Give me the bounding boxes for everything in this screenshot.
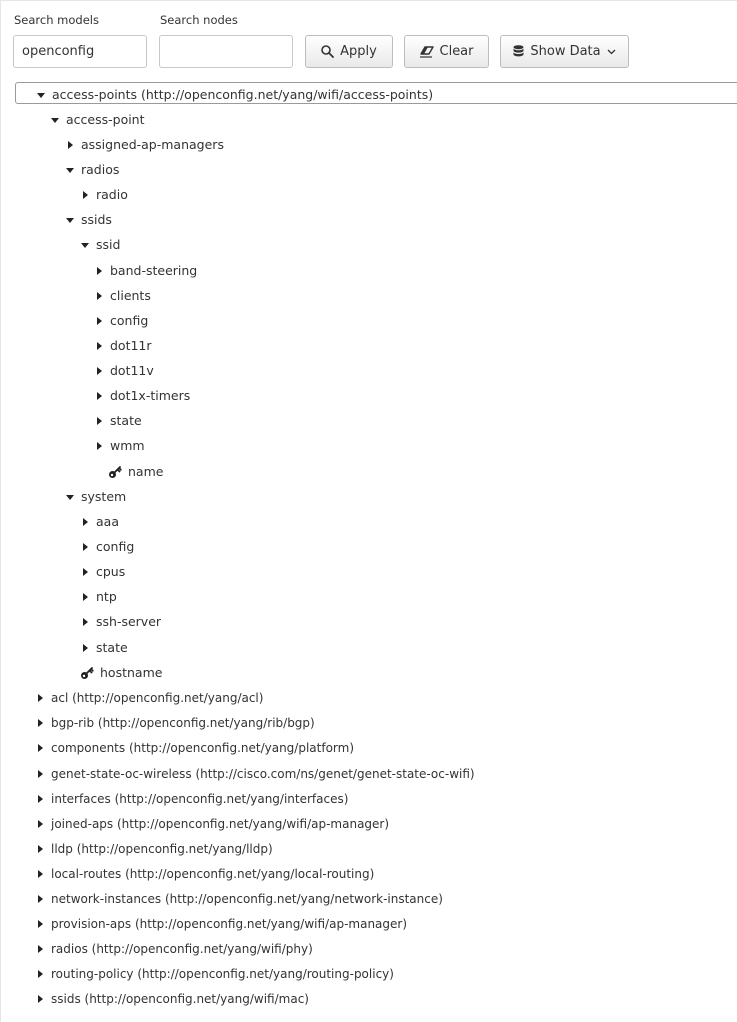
database-icon <box>513 45 524 58</box>
tree-node-label: dot1x-timers <box>110 388 191 403</box>
tree-module-local-routes[interactable] <box>35 864 374 884</box>
tree-module-bgp-rib[interactable] <box>35 713 315 733</box>
tree-node-label: assigned-ap-managers <box>81 137 224 152</box>
collapsed-caret-icon <box>35 994 47 1004</box>
tree-node-label: network-instances (http://openconfig.net/yang/network-instance) <box>51 892 443 906</box>
tree-module-components[interactable] <box>35 738 354 758</box>
expanded-caret-icon <box>50 115 62 125</box>
tree-node-label: ssh-server <box>96 614 162 629</box>
tree-node-config[interactable] <box>94 311 148 331</box>
collapsed-caret-icon <box>94 441 106 451</box>
key-icon <box>108 465 122 479</box>
collapsed-caret-icon <box>35 794 47 804</box>
show-data-dropdown-button[interactable] <box>500 35 629 68</box>
search-icon <box>321 45 334 58</box>
tree-node-label: ssids (http://openconfig.net/yang/wifi/mac) <box>51 992 309 1006</box>
tree-node-assigned-ap-managers[interactable] <box>65 135 224 155</box>
tree-node-state[interactable] <box>80 638 128 658</box>
clear-button-label: Clear <box>439 44 474 59</box>
tree-leaf-hostname-key[interactable] <box>80 663 162 683</box>
tree-module-acl[interactable] <box>35 688 263 708</box>
frame-top-border <box>0 0 737 1</box>
collapsed-caret-icon <box>80 190 92 200</box>
collapsed-caret-icon <box>35 743 47 753</box>
tree-node-label: joined-aps (http://openconfig.net/yang/wifi/ap-manager) <box>51 817 390 831</box>
show-data-button-label: Show Data <box>530 44 601 59</box>
tree-node-label: system <box>81 489 127 504</box>
tree-node-label: hostname <box>100 665 163 680</box>
tree-node-label: routing-policy (http://openconfig.net/yang/routing-policy) <box>51 967 394 981</box>
tree-module-radios[interactable] <box>35 939 313 959</box>
tree-node-label: state <box>96 640 128 655</box>
tree-node-system[interactable] <box>65 487 126 507</box>
tree-node-config[interactable] <box>80 537 134 557</box>
tree-node-access-point[interactable] <box>50 110 145 130</box>
expanded-caret-icon <box>65 165 77 175</box>
tree-node-label: bgp-rib (http://openconfig.net/yang/rib/bgp) <box>51 716 315 730</box>
clear-button[interactable] <box>404 35 489 68</box>
tree-module-joined-aps[interactable] <box>35 814 389 834</box>
tree-node-ssids[interactable] <box>65 210 112 230</box>
tree-node-cpus[interactable] <box>80 562 125 582</box>
tree-node-label: config <box>96 539 135 554</box>
collapsed-caret-icon <box>94 266 106 276</box>
tree-leaf-name-key[interactable] <box>108 462 163 482</box>
tree-module-genet-state-oc-wireless[interactable] <box>35 764 475 784</box>
tree-module-lldp[interactable] <box>35 839 273 859</box>
tree-node-label: local-routes (http://openconfig.net/yang/local-routing) <box>51 867 375 881</box>
tree-node-label: acl (http://openconfig.net/yang/acl) <box>51 691 264 705</box>
tree-node-label: genet-state-oc-wireless (http://cisco.com/ns/genet/genet-state-oc-wifi) <box>51 767 475 781</box>
collapsed-caret-icon <box>35 919 47 929</box>
tree-node-label: aaa <box>96 514 119 529</box>
expanded-caret-icon <box>36 90 48 100</box>
collapsed-caret-icon <box>94 391 106 401</box>
collapsed-caret-icon <box>94 291 106 301</box>
search-models-input[interactable] <box>13 35 147 68</box>
tree-node-clients[interactable] <box>94 286 151 306</box>
tree-node-wmm[interactable] <box>94 436 145 456</box>
collapsed-caret-icon <box>35 769 47 779</box>
tree-node-radios[interactable] <box>65 160 119 180</box>
tree-node-label: access-points (http://openconfig.net/yang/wifi/access-points) <box>52 87 434 102</box>
tree-node-label: radios (http://openconfig.net/yang/wifi/phy) <box>51 942 313 956</box>
tree-node-ntp[interactable] <box>80 587 117 607</box>
tree-node-label: provision-aps (http://openconfig.net/yang/wifi/ap-manager) <box>51 917 408 931</box>
expanded-caret-icon <box>65 492 77 502</box>
collapsed-caret-icon <box>35 718 47 728</box>
tree-node-label: lldp (http://openconfig.net/yang/lldp) <box>51 842 273 856</box>
tree-node-label: ntp <box>96 589 117 604</box>
collapsed-caret-icon <box>80 592 92 602</box>
tree-node-label: radios <box>81 162 120 177</box>
tree-node-label: clients <box>110 288 151 303</box>
chevron-down-icon <box>607 49 616 55</box>
tree-node-label: name <box>128 464 164 479</box>
collapsed-caret-icon <box>65 140 77 150</box>
search-nodes-label: Search nodes <box>160 13 238 27</box>
search-models-label: Search models <box>14 13 99 27</box>
expanded-caret-icon <box>65 215 77 225</box>
collapsed-caret-icon <box>94 341 106 351</box>
tree-module-interfaces[interactable] <box>35 789 348 809</box>
collapsed-caret-icon <box>94 416 106 426</box>
collapsed-caret-icon <box>35 944 47 954</box>
collapsed-caret-icon <box>35 844 47 854</box>
tree-node-ssh-server[interactable] <box>80 612 161 632</box>
tree-node-label: cpus <box>96 564 126 579</box>
tree-node-label: ssid <box>96 237 121 252</box>
tree-node-label: dot11v <box>110 363 154 378</box>
frame-left-border <box>0 0 1 1022</box>
tree-node-label: dot11r <box>110 338 152 353</box>
tree-module-routing-policy[interactable] <box>35 964 394 984</box>
tree-node-label: interfaces (http://openconfig.net/yang/interfaces) <box>51 792 349 806</box>
tree-module-ssids[interactable] <box>35 989 309 1009</box>
collapsed-caret-icon <box>35 869 47 879</box>
tree-node-label: ssids <box>81 212 112 227</box>
tree-node-band-steering[interactable] <box>94 261 197 281</box>
collapsed-caret-icon <box>35 969 47 979</box>
tree-node-label: components (http://openconfig.net/yang/platform) <box>51 741 355 755</box>
collapsed-caret-icon <box>80 517 92 527</box>
tree-node-label: access-point <box>66 112 145 127</box>
tree-module-network-instances[interactable] <box>35 889 443 909</box>
tree-node-dot11v[interactable] <box>94 361 154 381</box>
collapsed-caret-icon <box>80 617 92 627</box>
tree-node-dot11r[interactable] <box>94 336 152 356</box>
key-icon <box>80 666 94 680</box>
collapsed-caret-icon <box>35 894 47 904</box>
collapsed-caret-icon <box>80 643 92 653</box>
tree-node-access-points[interactable] <box>36 85 433 105</box>
collapsed-caret-icon <box>80 567 92 577</box>
tree-node-label: config <box>110 313 149 328</box>
tree-node-label: radio <box>96 187 128 202</box>
expanded-caret-icon <box>80 240 92 250</box>
tree-node-aaa[interactable] <box>80 512 119 532</box>
eraser-icon <box>420 46 434 58</box>
tree-node-radio[interactable] <box>80 185 128 205</box>
tree-node-label: state <box>110 413 142 428</box>
tree-node-ssid[interactable] <box>80 235 120 255</box>
collapsed-caret-icon <box>80 542 92 552</box>
search-nodes-input[interactable] <box>159 35 293 68</box>
collapsed-caret-icon <box>35 693 47 703</box>
collapsed-caret-icon <box>35 819 47 829</box>
apply-button[interactable] <box>305 35 393 68</box>
collapsed-caret-icon <box>94 316 106 326</box>
tree-module-provision-aps[interactable] <box>35 914 407 934</box>
tree-node-dot1x-timers[interactable] <box>94 386 190 406</box>
tree-node-state[interactable] <box>94 411 142 431</box>
tree-node-label: band-steering <box>110 263 198 278</box>
collapsed-caret-icon <box>94 366 106 376</box>
tree-node-label: wmm <box>110 438 145 453</box>
apply-button-label: Apply <box>340 44 377 59</box>
